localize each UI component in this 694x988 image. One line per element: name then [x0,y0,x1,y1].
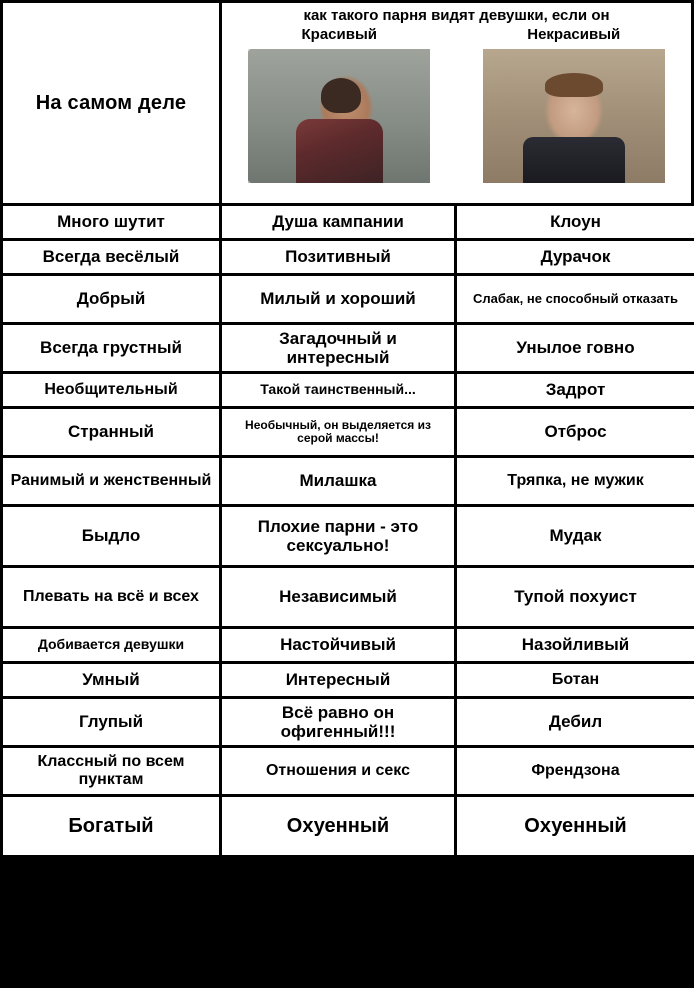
table-row [3,507,691,565]
cell-reality: Глупый [3,699,219,745]
cell-handsome: Плохие парни - это сексуально! [222,507,454,565]
header-girls-view-title: как такого парня видят девушки, если он [303,7,610,24]
table-row [3,568,691,626]
cell-handsome: Независимый [222,568,454,626]
cell-reality: Богатый [3,797,219,855]
cell-ugly: Тупой похуист [457,568,694,626]
photo-handsome-young-man [248,49,430,183]
cell-handsome: Настойчивый [222,629,454,661]
cell-reality: Классный по всем пунктам [3,748,219,794]
table-row [3,206,691,238]
cell-reality: Плевать на всё и всех [3,568,219,626]
header-handsome-column [222,26,457,203]
cell-reality: Умный [3,664,219,696]
cell-ugly: Охуенный [457,797,694,855]
cell-reality: Быдло [3,507,219,565]
cell-handsome: Милашка [222,458,454,504]
cell-handsome: Позитивный [222,241,454,273]
table-row [3,748,691,794]
cell-ugly: Клоун [457,206,694,238]
table-row [3,664,691,696]
cell-ugly: Назойливый [457,629,694,661]
table-row [3,325,691,371]
cell-ugly: Мудак [457,507,694,565]
cell-ugly: Тряпка, не мужик [457,458,694,504]
cell-handsome: Загадочный и интересный [222,325,454,371]
table-row [3,629,691,661]
cell-ugly: Ботан [457,664,694,696]
cell-handsome: Душа кампании [222,206,454,238]
cell-handsome: Такой таинственный... [222,374,454,406]
header-ugly-label: Некрасивый [527,26,621,43]
header-girls-view-group [222,3,691,203]
cell-ugly: Дурачок [457,241,694,273]
cell-reality: Всегда весёлый [3,241,219,273]
cell-ugly: Слабак, не способный отказать [457,276,694,322]
cell-ugly: Дебил [457,699,694,745]
table-row [3,374,691,406]
table-row [3,797,691,855]
table-row [3,409,691,455]
cell-ugly: Френдзона [457,748,694,794]
header-ugly-column [457,26,692,203]
cell-reality: Добрый [3,276,219,322]
cell-ugly: Отброс [457,409,694,455]
cell-handsome: Всё равно он офигенный!!! [222,699,454,745]
cell-handsome: Охуенный [222,797,454,855]
cell-reality: Необщительный [3,374,219,406]
cell-handsome: Милый и хороший [222,276,454,322]
cell-handsome: Необычный, он выделяется из серой массы! [222,409,454,455]
cell-handsome: Отношения и секс [222,748,454,794]
cell-reality: Много шутит [3,206,219,238]
table-header-row [3,3,691,203]
photo-nerdy-young-man [483,49,665,183]
cell-handsome: Интересный [222,664,454,696]
cell-reality: Странный [3,409,219,455]
cell-ugly: Задрот [457,374,694,406]
table-row [3,276,691,322]
header-reality-title: На самом деле [3,3,219,203]
header-handsome-label: Красивый [301,26,377,43]
cell-ugly: Унылое говно [457,325,694,371]
cell-reality: Ранимый и женственный [3,458,219,504]
table-row [3,458,691,504]
cell-reality: Всегда грустный [3,325,219,371]
table-row [3,699,691,745]
table-row [3,241,691,273]
cell-reality: Добивается девушки [3,629,219,661]
